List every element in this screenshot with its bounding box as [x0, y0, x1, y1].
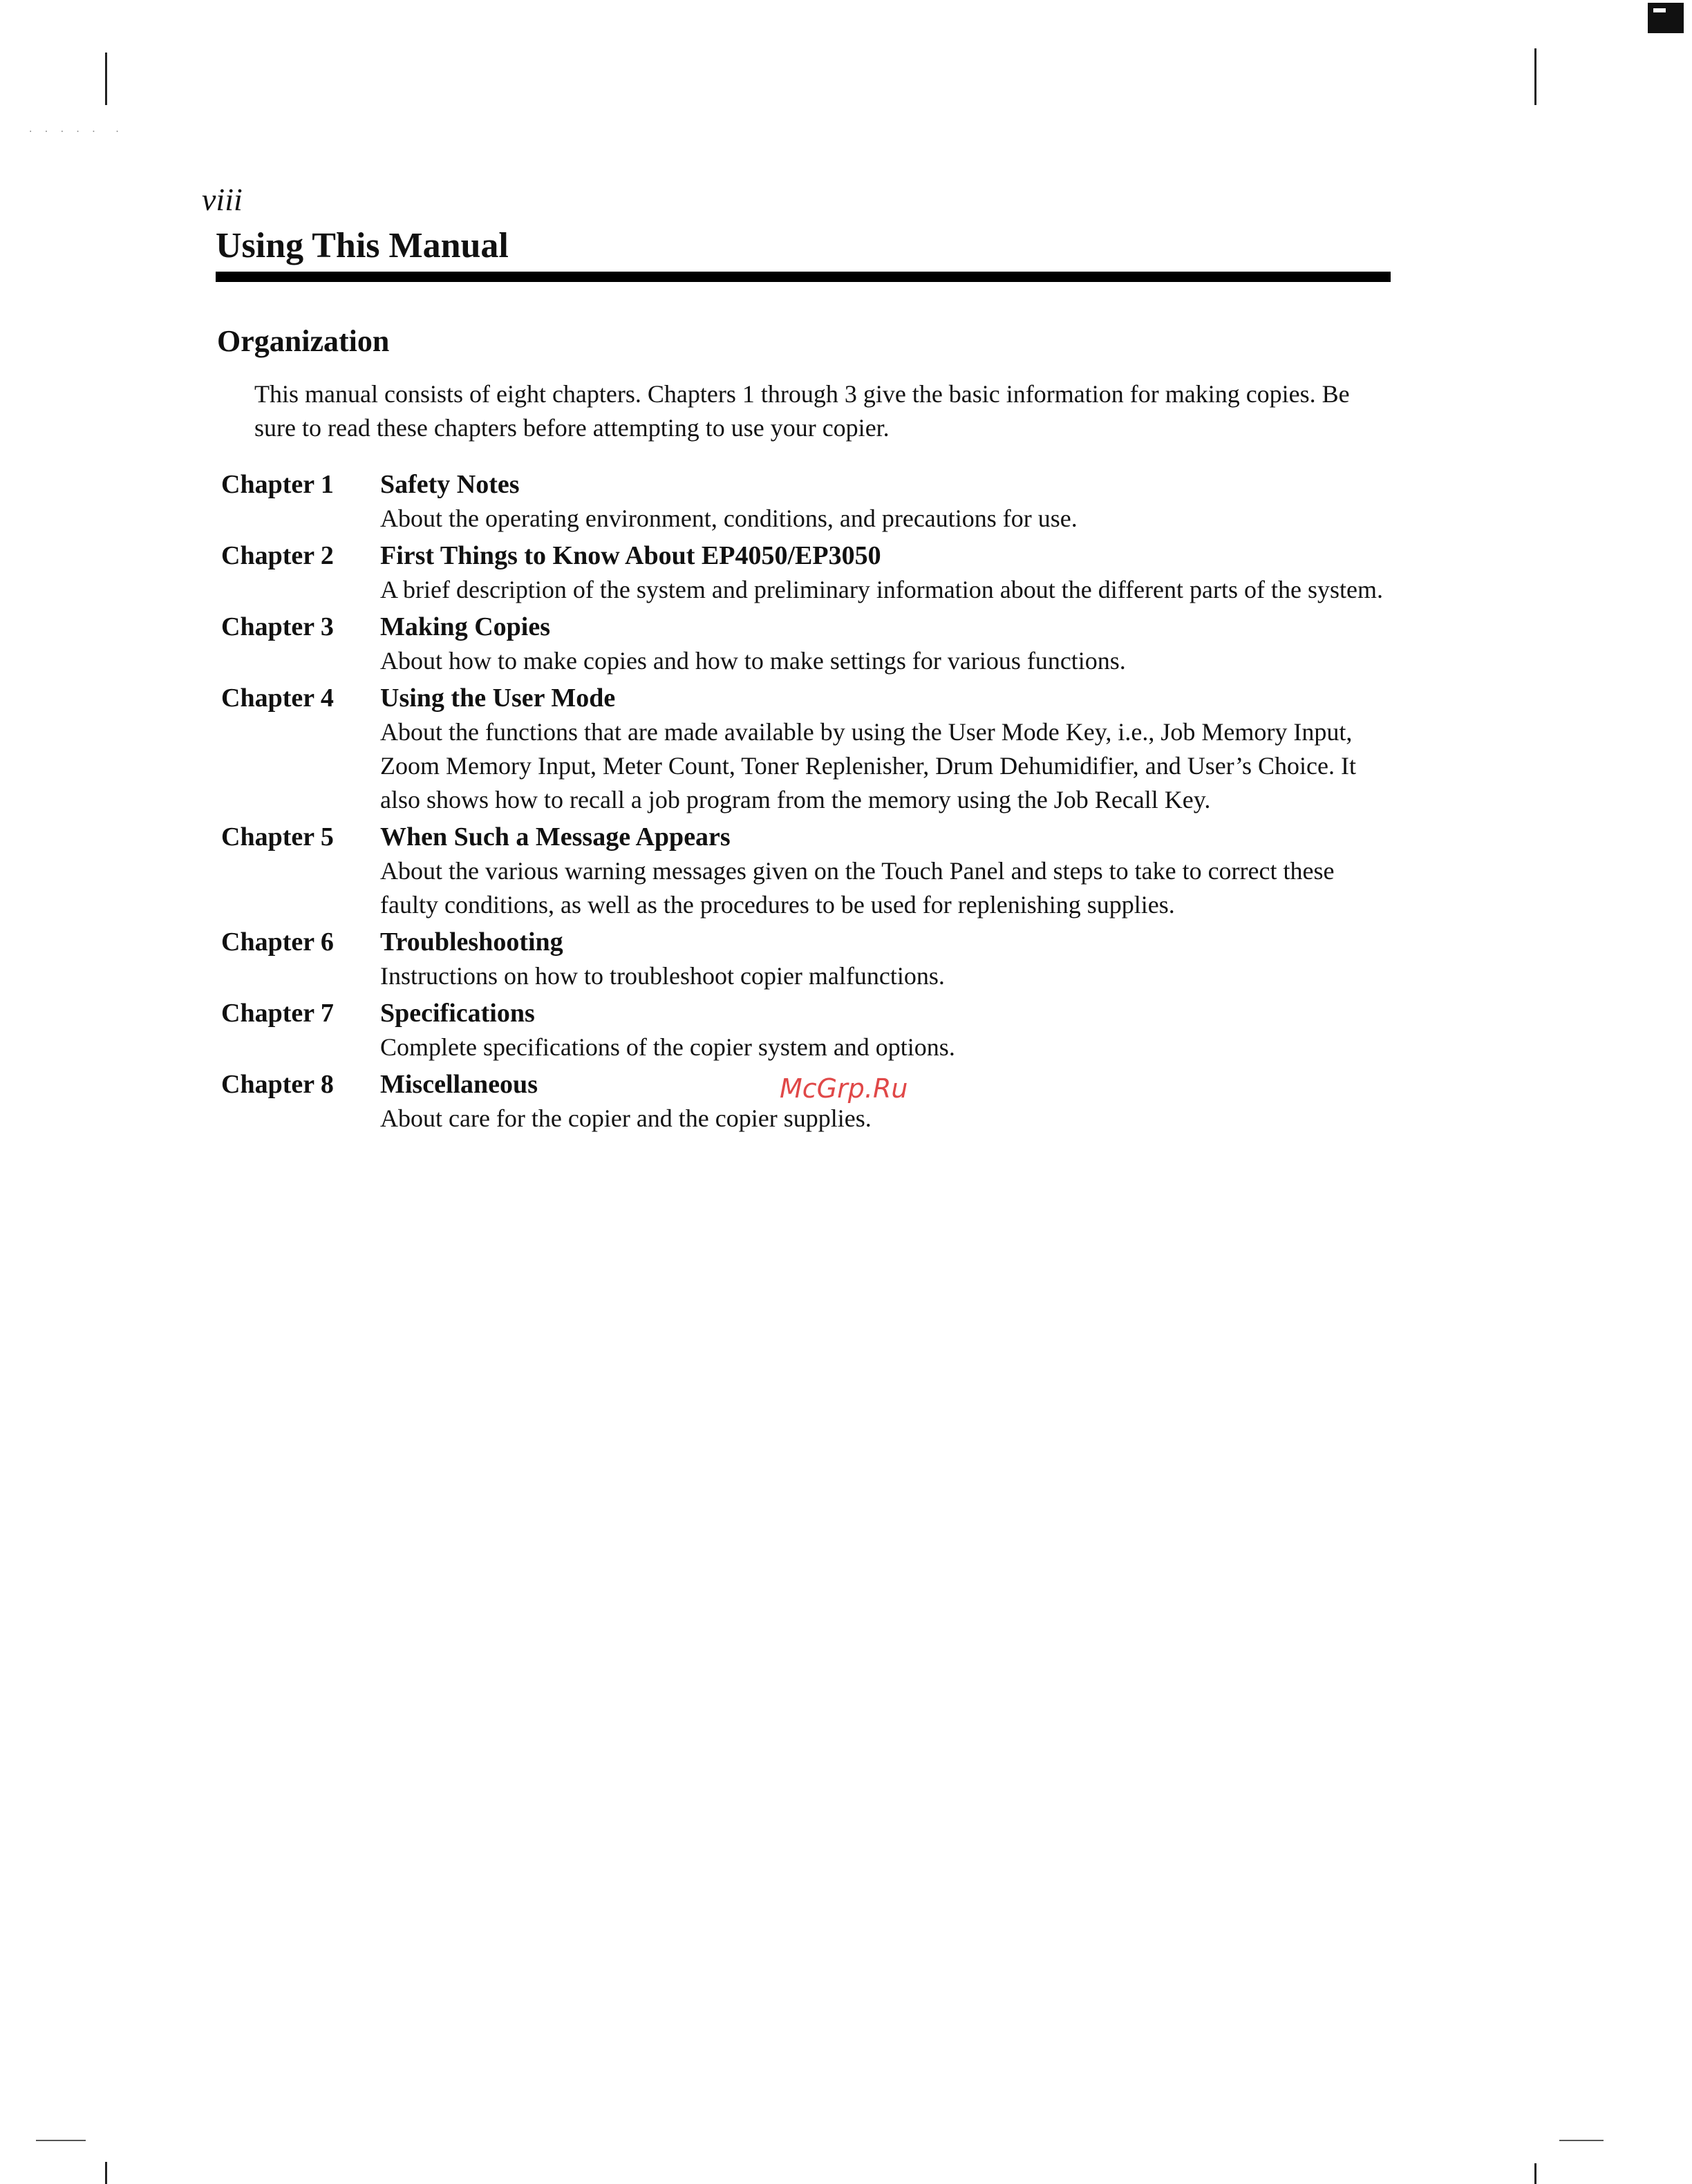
chapter-list: [221, 467, 1396, 1138]
chapter-description: Complete specifications of the copier system and options.: [380, 1033, 955, 1061]
chapter-entry-2: [221, 538, 1396, 607]
chapter-entry-3: [221, 610, 1396, 678]
chapter-description: About the operating environment, conditions, and precautions for use.: [380, 505, 1078, 532]
crop-mark-bottom-left: [105, 2162, 107, 2184]
chapter-body: [380, 925, 1396, 993]
chapter-title: When Such a Message Appears: [380, 822, 731, 851]
title-rule: [216, 272, 1391, 282]
page-folio: viii: [202, 182, 243, 217]
chapter-title: Safety Notes: [380, 470, 520, 499]
chapter-body: [380, 610, 1396, 678]
section-heading: Organization: [217, 324, 390, 358]
crop-mark-bottom-right-h: [1559, 2140, 1604, 2141]
chapter-title: Miscellaneous: [380, 1070, 538, 1099]
chapter-title: Using the User Mode: [380, 684, 616, 713]
chapter-body: [380, 538, 1396, 607]
chapter-number: Chapter 3: [221, 612, 334, 641]
crop-mark-bottom-right: [1534, 2163, 1536, 2184]
chapter-number: Chapter 4: [221, 684, 334, 713]
chapter-number: Chapter 7: [221, 999, 334, 1028]
chapter-entry-1: [221, 467, 1396, 536]
crop-mark-top-left: [105, 53, 107, 105]
scan-specks-left: . . . . . .: [28, 124, 122, 135]
intro-paragraph: This manual consists of eight chapters. Chapters 1 through 3 give the basic information for making copies. Be sure to read these chapters before attempting to use your copier.: [254, 380, 1350, 442]
chapter-entry-5: [221, 820, 1396, 922]
chapter-entry-7: [221, 996, 1396, 1064]
chapter-body: [380, 681, 1396, 817]
chapter-description: About the functions that are made available by using the User Mode Key, i.e., Job Memory Input, Zoom Memory Input, Meter Count, Toner Replenisher, Drum Dehumidifier, and User’s Choice. It also shows how to recall a job program from the memory using the Job Recall Key.: [380, 718, 1356, 813]
chapter-number: Chapter 6: [221, 928, 334, 957]
chapter-title: First Things to Know About EP4050/EP3050: [380, 541, 881, 570]
crop-mark-bottom-left-h: [36, 2140, 86, 2141]
scan-corner-block: [1648, 3, 1684, 33]
chapter-number: Chapter 1: [221, 470, 334, 499]
chapter-description: Instructions on how to troubleshoot copier malfunctions.: [380, 962, 945, 990]
chapter-number: Chapter 2: [221, 541, 334, 570]
chapter-description: About care for the copier and the copier supplies.: [380, 1104, 872, 1132]
chapter-number: Chapter 8: [221, 1070, 334, 1099]
chapter-title: Specifications: [380, 999, 535, 1028]
chapter-title: Making Copies: [380, 612, 550, 641]
chapter-description: A brief description of the system and preliminary information about the different parts of the system.: [380, 576, 1383, 603]
chapter-title: Troubleshooting: [380, 928, 563, 957]
chapter-description: About the various warning messages given on the Touch Panel and steps to take to correct these faulty conditions, as well as the procedures to be used for replenishing supplies.: [380, 857, 1335, 919]
chapter-body: [380, 820, 1396, 922]
chapter-entry-4: [221, 681, 1396, 817]
chapter-body: [380, 996, 1396, 1064]
chapter-body: [380, 467, 1396, 536]
watermark-text: McGrp.Ru: [780, 1073, 908, 1104]
crop-mark-top-right: [1534, 48, 1536, 105]
chapter-number: Chapter 5: [221, 822, 334, 851]
chapter-entry-6: [221, 925, 1396, 993]
chapter-description: About how to make copies and how to make settings for various functions.: [380, 647, 1126, 675]
page-title: Using This Manual: [216, 226, 509, 265]
